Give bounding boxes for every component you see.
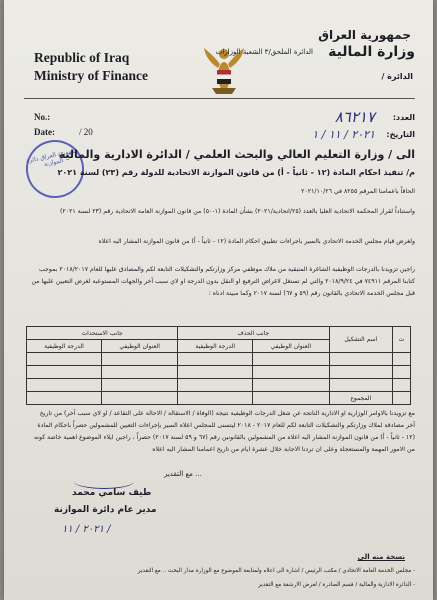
copy-recipient: - مجلس الخدمة العامة الاتحادي / مكتب الرئيس / اشارة الى اعلاه ولمتابعة الموضوع مع الوزارة مدار البحث .. مع التقدير	[137, 568, 415, 574]
header-divider	[24, 98, 415, 99]
col-header-title-creation: العنوان الوظيفي	[101, 340, 177, 353]
group-header-deletion: جانب الحذف	[178, 327, 329, 340]
table-row	[27, 379, 411, 392]
date-year-en: / 20	[79, 127, 93, 137]
number-label-en: No.:	[34, 112, 51, 122]
header-ministry-ar: وزارة المالية	[328, 44, 415, 60]
col-header-grade-deletion: الدرجة الوظيفية	[178, 340, 253, 353]
col-header-title-deletion: العنوان الوظيفي	[253, 340, 329, 353]
signatory-name: طيف سامي محمد	[72, 488, 152, 498]
paragraph-followup: الحاقاً باعمامنا المرقم ٨٢٥٥ في ٢٠٢١/١٠/٢٦	[301, 188, 415, 195]
date-label-ar: التاريخ:	[386, 130, 415, 139]
header-circle-label: الدائرة /	[381, 72, 413, 81]
table-row	[27, 366, 411, 379]
handwritten-signature	[74, 474, 134, 489]
date-value-ar: ٢٠٢١ / ١١ / ١	[312, 128, 375, 141]
paragraph-council-purpose: ولغرض قيام مجلس الخدمة الاتحادي بالسير باجراءات تطبيق احكام المادة (١٢ - ثانياً - أ) من قانون الموازنة المشار اليه اعلاه	[98, 238, 415, 245]
stamp-text: جمهورية العراق دائرة الموازنة	[25, 146, 79, 169]
col-header-seq: ت	[393, 327, 411, 353]
recipient-line: الى / وزارة التعليم العالي والبحث العلمي / الدائرة الادارية والمالية	[58, 148, 415, 161]
vacancies-table	[26, 326, 411, 405]
reference-number-value: ٨٦٢١٧	[334, 108, 375, 126]
header-ministry-en: Ministry of Finance	[34, 68, 148, 83]
subject-line: م/ تنفيذ احكام المادة (١٢ - ثانياً - أ) من قانون الموازنة الاتحادية للدولة رقم (٢٣) لسنة ٢٠٢١	[57, 168, 415, 177]
paragraph-request: راجين تزويدنا بالدرجات الوظيفية الشاغرة المتبقية من ملاك موظفي مركز وزارتكم والتشكيلات التابعة لكم والمصادق عليها للعام ٢٠١٨/٢٠١٧ بموجب كتابنا المرقم ٧٤٩١١ في ٢٠١٨/٩/٢٤ والتي لم تستغل لاغراض الترفيع او النقل بدون الدرجة او لاي سبب آخر والجهات المستوعبة لغرض التعيين عليها من قبل مجلس الخدمة الاتحادي بالقانون رقم (٥٩ و ٦٧) لسنة ٢٠١٧ وكما مبينة ادناه :	[31, 266, 415, 297]
total-label: المجموع	[329, 392, 393, 405]
header-republic-ar: جمهورية العراق	[318, 28, 411, 42]
paragraph-court-decision: واستناداً لقرار المحكمة الاتحادية العليا بالعدد (٢٥/اتحادية/٢٠٢١) بشأن المادة (١-٥٠) من قانون الموازنة العامة الاتحادية رقم (٢٣ لسنة ٢٠٢١)	[59, 208, 415, 215]
reference-number-label: العدد:	[392, 113, 415, 122]
table-total-row	[27, 392, 411, 405]
col-header-grade-creation: الدرجة الوظيفية	[27, 340, 102, 353]
header-republic-en: Republic of Iraq	[34, 50, 130, 65]
date-label-en: Date:	[34, 127, 55, 137]
paragraph-closing: مع تزويدنا بالاوامر الوزارية او الادارية الناتجة عن شغل الدرجات الوظيفية نتيجة (الوفاة / الاستقالة / الاحالة على التقاعد / او لاي سبب آخر) من تاريخ آخر مصادقة لملاك وزارتكم والتشكيلات التابعة لكم للعام ٢٠١٧ - ٢٠١٨ ليتسنى للمجلس اعلاه السير بإجراءات التعيين للمشمولين حصراً باحكام المادة (١٢ - ثانياً - أ) من قانون الموازنة المشار اليه اعلاه من المشمولين بالقانونين رقم (٦٧ و ٥٩ لسنة ٢٠١٧) حصراً ، راجين ايلاء الموضوع اهمية خاصة كونه من الامور المهمة والمستعجلة وعلى ان تردنا الاجابة خلال عشرة ايام من تاريخ اعمامنا المشار اليه اعلاه	[33, 410, 415, 453]
document-page	[4, 0, 433, 600]
table-row	[27, 353, 411, 366]
group-header-creation: جانب الاستحداث	[27, 327, 178, 340]
signatory-title: مدير عام دائرة الموازنة	[54, 505, 157, 515]
header-department-ar: الدائرة الملحق/٣ الشعبة الوزارات	[215, 48, 313, 56]
copies-title: نسخة منه الى	[357, 553, 405, 561]
signature-date: ٢٠٢١ / ١١ /	[62, 524, 111, 535]
closing-thanks: ... مع التقدير	[164, 470, 202, 478]
col-header-formation: اسم التشكيل	[329, 327, 393, 353]
copy-recipient: - الدائرة الادارية والمالية / قسم الصادرة / لغرض الارشفة مع التقدير	[258, 582, 415, 588]
